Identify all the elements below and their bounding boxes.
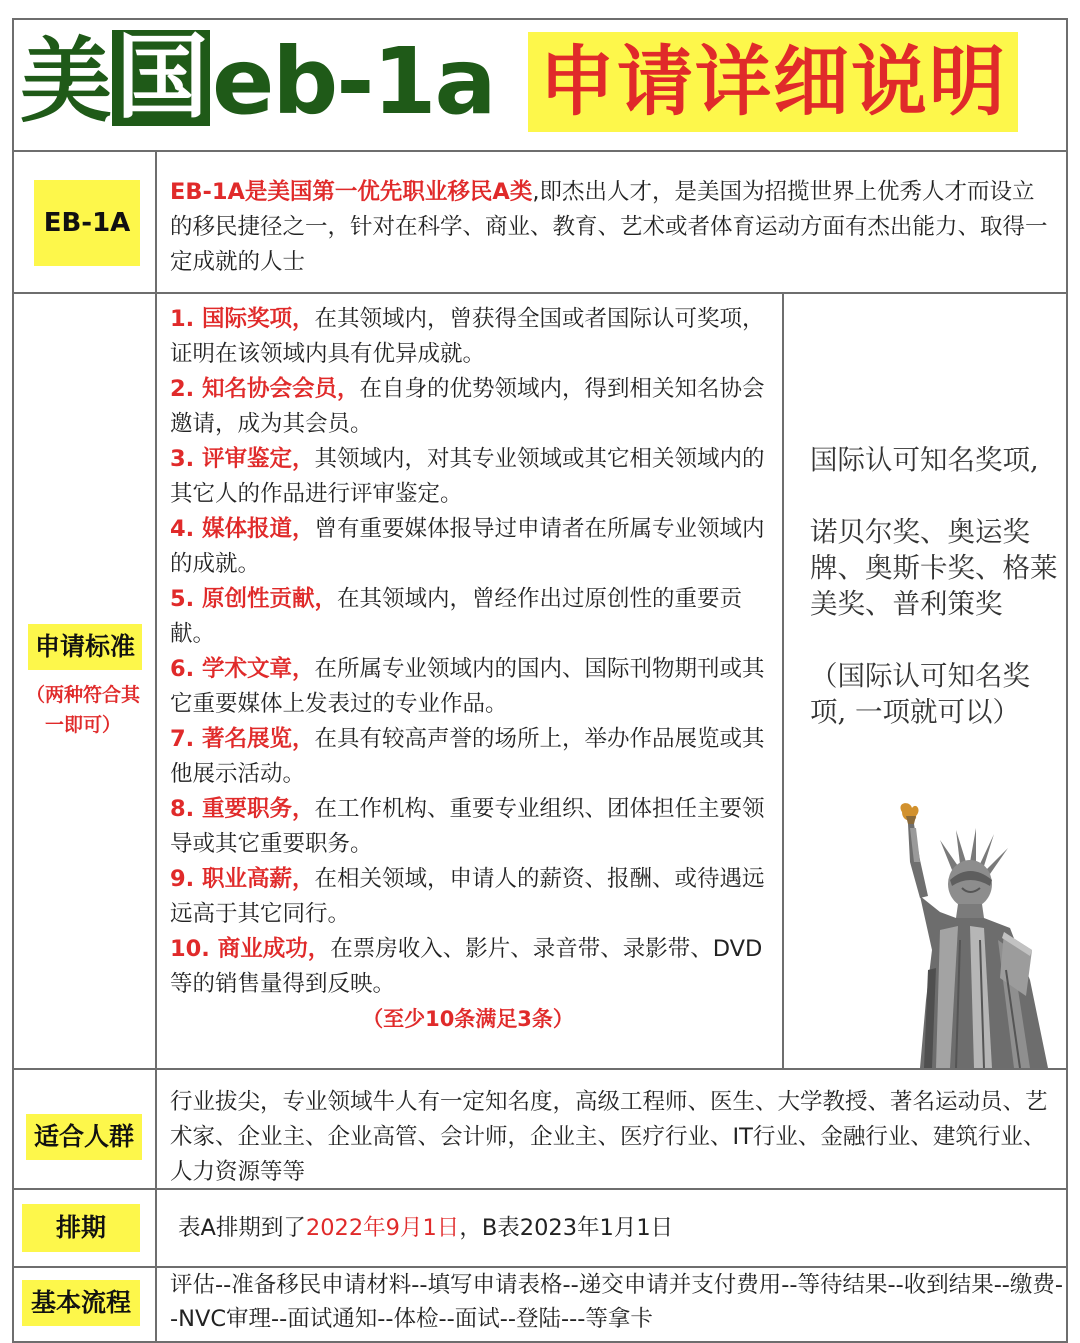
label-suitable: 适合人群 xyxy=(26,1114,142,1160)
process-text: 评估--准备移民申请材料--填写申请表格--递交申请并支付费用--等待结果--收到结果--缴费--NVC审理--面试通知--体检--面试--登陆---等拿卡 xyxy=(170,1272,1064,1332)
awards-line-2: 诺贝尔奖、奥运奖牌、奥斯卡奖、格莱美奖、普利策奖 xyxy=(810,516,1058,620)
title-part-2: 国 xyxy=(112,30,210,126)
label-eb1a: EB-1A xyxy=(34,180,140,266)
label-process: 基本流程 xyxy=(22,1280,140,1326)
criteria-item: 2. 知名协会会员，在自身的优势领域内，得到相关知名协会邀请，成为其会员。 xyxy=(170,376,765,437)
divider xyxy=(12,292,1068,294)
title-part-3: eb-1a xyxy=(212,28,495,135)
criteria-item: 10. 商业成功，在票房收入、影片、录音带、录影带、DVD等的销售量得到反映。 xyxy=(170,936,763,997)
column-divider xyxy=(782,292,784,1069)
schedule-text: 表A排期到了2022年9月1日，B表2023年1月1日 xyxy=(178,1215,674,1241)
criteria-sublabel: （两种符合其一即可） xyxy=(25,684,140,736)
schedule-date-a: 2022年9月1日 xyxy=(305,1215,460,1241)
criteria-item: 5. 原创性贡献，在其领域内，曾经作出过原创性的重要贡献。 xyxy=(170,586,743,647)
criteria-note: （至少10条满足3条） xyxy=(362,1007,574,1031)
criteria-item: 9. 职业高薪，在相关领域，申请人的薪资、报酬、或待遇远远高于其它同行。 xyxy=(170,866,765,927)
title-part-1: 美 xyxy=(20,28,111,135)
awards-line-1: 国际认可知名奖项, xyxy=(810,444,1039,476)
awards-panel xyxy=(810,442,1060,730)
eb1a-text: ,即杰出人才，是美国为招揽世界上优秀人才而设立的移民捷径之一，针对在科学、商业、教育、艺术或者体育运动方面有杰出能力、取得一定成就的人士 xyxy=(170,179,1048,275)
label-criteria: 申请标准 xyxy=(28,624,142,670)
statue-of-liberty-image xyxy=(880,800,1070,1068)
criteria-item: 8. 重要职务，在工作机构、重要专业组织、团体担任主要领导或其它重要职务。 xyxy=(170,796,765,857)
divider xyxy=(12,150,1068,152)
criteria-item: 4. 媒体报道，曾有重要媒体报导过申请者在所属专业领域内的成就。 xyxy=(170,516,765,577)
awards-line-3: （国际认可知名奖项, 一项就可以） xyxy=(810,660,1030,728)
criteria-item: 6. 学术文章，在所属专业领域内的国内、国际刊物期刊或其它重要媒体上发表过的专业作品。 xyxy=(170,656,765,717)
suitable-text: 行业拔尖，专业领域牛人有一定知名度，高级工程师、医生、大学教授、著名运动员、艺术家、企业主、企业高管、会计师，企业主、医疗行业、IT行业、金融行业、建筑行业、人力资源等等 xyxy=(170,1089,1048,1185)
criteria-item: 7. 著名展览，在具有较高声誉的场所上，举办作品展览或其他展示活动。 xyxy=(170,726,765,787)
criteria-item: 3. 评审鉴定，其领域内，对其专业领域或其它相关领域内的其它人的作品进行评审鉴定。 xyxy=(170,446,765,507)
divider xyxy=(12,1068,1068,1070)
eb1a-description xyxy=(170,175,1050,280)
title-highlight: 申请详细说明 xyxy=(528,32,1018,132)
column-divider xyxy=(155,150,157,1343)
title-main xyxy=(20,24,495,136)
criteria-list xyxy=(170,302,766,1036)
criteria-item: 1. 国际奖项，在其领域内，曾获得全国或者国际认可奖项，证明在该领域内具有优异成就。 xyxy=(170,306,765,367)
label-schedule: 排期 xyxy=(22,1204,140,1252)
eb1a-lead: EB-1A是美国第一优先职业移民A类 xyxy=(170,179,533,205)
